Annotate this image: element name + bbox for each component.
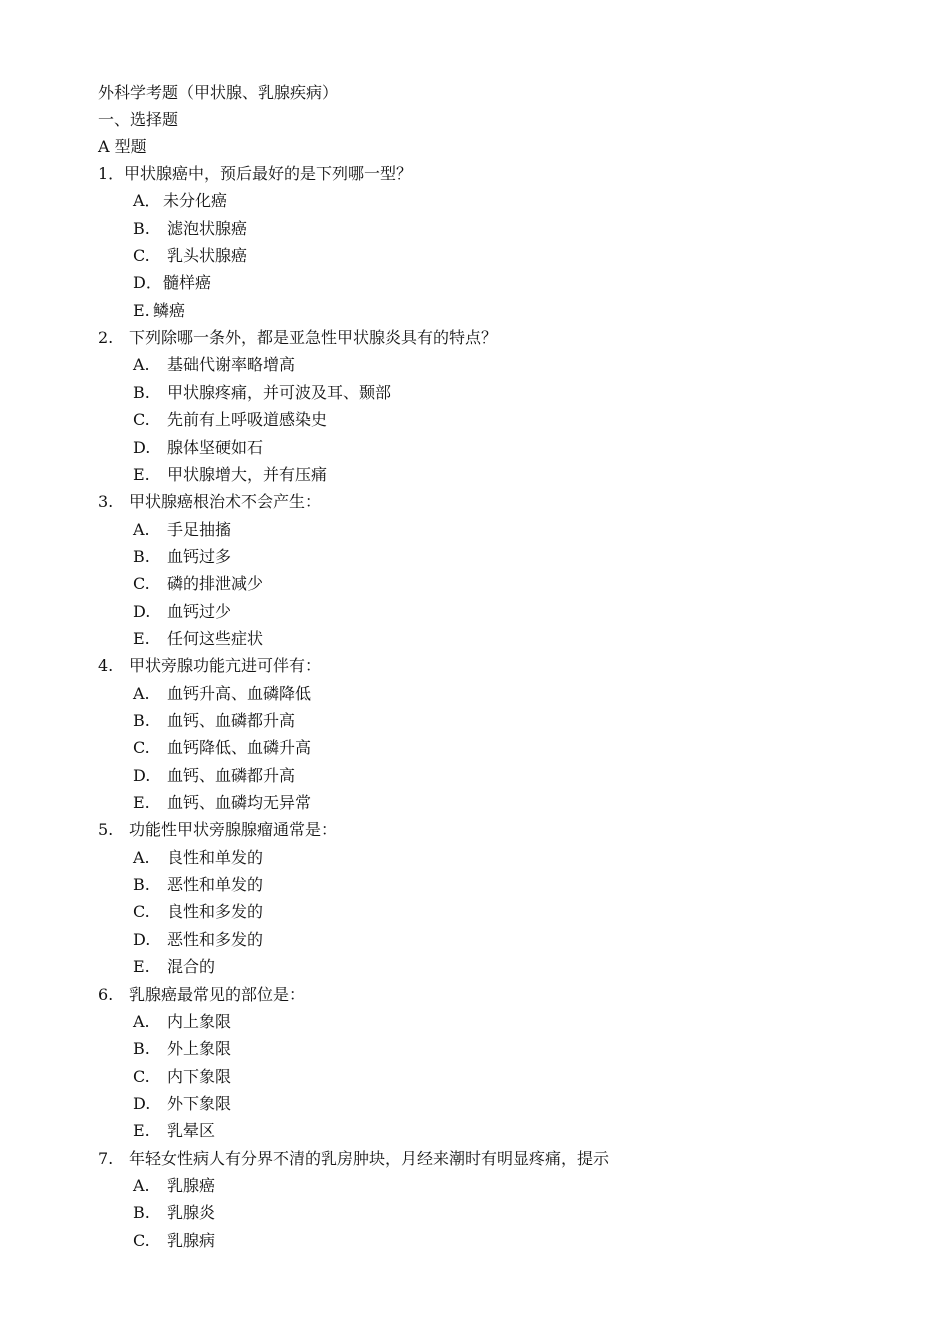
question-text: 乳腺癌最常见的部位是： [129,985,306,1004]
option-text: 恶性和单发的 [167,875,264,894]
option-marker: A. [133,684,150,703]
option-marker: C. [133,738,150,757]
option-marker: B. [133,1039,150,1058]
document-title: 外科学考题（甲状腺、乳腺疾病） [98,83,339,102]
option-marker: A. [133,848,150,867]
option-marker: B. [133,547,150,566]
section-heading: 一、选择题 [98,110,179,129]
option-text: 手足抽搐 [167,520,232,539]
question-number: 2. [98,328,114,347]
option-marker: A. [133,520,150,539]
question-text: 甲状腺癌根治术不会产生： [129,492,322,511]
option-marker: D. [133,930,151,949]
question-text: 功能性甲状旁腺腺瘤通常是： [129,820,338,839]
option-text: 乳头状腺癌 [167,246,248,265]
option-marker: E. [133,1121,150,1140]
option-marker: B. [133,219,150,238]
option-marker: D. [133,602,151,621]
question-text: 甲状腺癌中，预后最好的是下列哪一型？ [124,164,413,183]
option-text: 血钙降低、血磷升高 [167,738,312,757]
option-marker: E. [133,465,150,484]
option-marker: B. [133,383,150,402]
option-marker: B. [133,711,150,730]
option-text: 血钙升高、血磷降低 [167,684,312,703]
option-text: 内上象限 [167,1012,232,1031]
option-text: 甲状腺疼痛，并可波及耳、颞部 [167,383,392,402]
option-text: 良性和单发的 [167,848,264,867]
option-text: 外上象限 [167,1039,232,1058]
option-text: 血钙过多 [167,547,232,566]
option-marker: C. [133,1067,150,1086]
option-marker: A. [133,1012,150,1031]
option-text: 腺体坚硬如石 [167,438,264,457]
option-text: 血钙、血磷均无异常 [167,793,312,812]
option-text: 未分化癌 [163,191,228,210]
option-text: 混合的 [167,957,216,976]
question-number: 6. [98,985,114,1004]
option-text: 内下象限 [167,1067,232,1086]
option-text: 滤泡状腺癌 [167,219,248,238]
question-number: 3. [98,492,114,511]
option-text: 乳晕区 [167,1121,216,1140]
option-text: 任何这些症状 [167,629,264,648]
question-type-heading: A 型题 [98,137,147,156]
option-marker: A. [133,355,150,374]
question-number: 5. [98,820,114,839]
option-text: 鳞癌 [153,301,186,320]
question-number: 7. [98,1149,114,1168]
option-text: 血钙、血磷都升高 [167,766,296,785]
option-marker: C. [133,246,150,265]
option-text: 基础代谢率略增高 [167,355,296,374]
option-text: 甲状腺增大，并有压痛 [167,465,328,484]
option-marker: D． [133,273,162,292]
option-marker: B. [133,875,150,894]
question-number: 4. [98,656,114,675]
option-text: 磷的排泄减少 [167,574,264,593]
option-marker: D. [133,766,151,785]
option-text: 良性和多发的 [167,902,264,921]
option-marker: A. [133,1176,150,1195]
option-text: 血钙过少 [167,602,232,621]
option-marker: B. [133,1203,150,1222]
question-number: 1． [98,164,125,183]
option-marker: C. [133,902,150,921]
option-marker: D. [133,438,151,457]
option-text: 乳腺癌 [167,1176,216,1195]
question-text: 下列除哪一条外，都是亚急性甲状腺炎具有的特点？ [129,328,498,347]
option-marker: C. [133,410,150,429]
option-text: 髓样癌 [163,273,212,292]
option-text: 先前有上呼吸道感染史 [167,410,328,429]
option-marker: C. [133,1231,150,1250]
option-marker: E. [133,301,150,320]
option-text: 血钙、血磷都升高 [167,711,296,730]
option-marker: A． [133,191,161,210]
option-marker: D. [133,1094,151,1113]
option-text: 外下象限 [167,1094,232,1113]
option-text: 乳腺病 [167,1231,216,1250]
question-text: 年轻女性病人有分界不清的乳房肿块，月经来潮时有明显疼痛，提示 [129,1149,610,1168]
question-text: 甲状旁腺功能亢进可伴有： [129,656,322,675]
option-marker: E. [133,629,150,648]
option-marker: E. [133,793,150,812]
option-marker: E. [133,957,150,976]
option-marker: C. [133,574,150,593]
option-text: 乳腺炎 [167,1203,216,1222]
option-text: 恶性和多发的 [167,930,264,949]
